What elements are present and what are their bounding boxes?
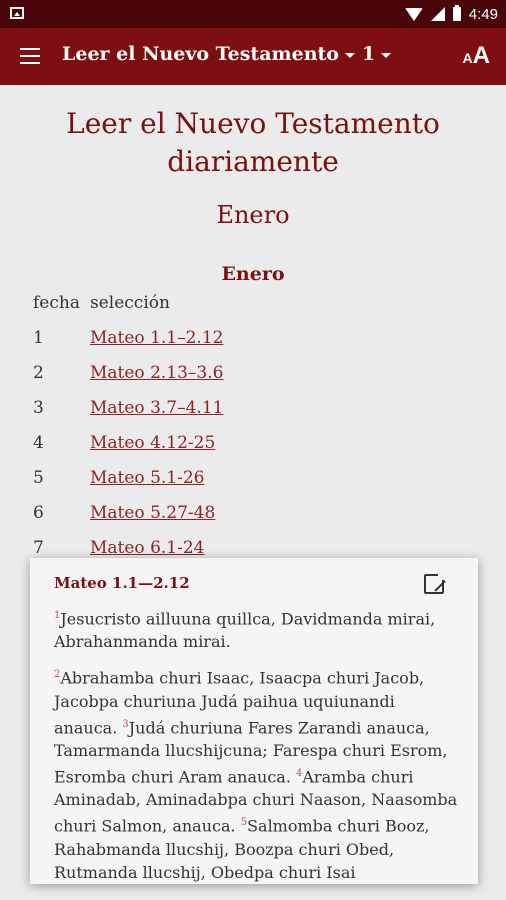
open-in-new-icon[interactable] xyxy=(424,574,444,594)
verse-paragraph: $^2$Abrahamba churi Isaac, Isaacpa churi Jacob, Jacobpa churiuna Judá paihua uquiunandi anauca. $^3$Judá churiuna Fares Zarandi anauca, Tamarmanda llucshijcuna; Farespa churi Esrom, Esromba churi Aram anauca. $^4$Aramba churi Aminadab, Aminadabpa churi Naason, Naasomba churi Salmon, anauca. $^5$Salmomba churi Booz, Rahabmanda llucshij, Boozpa churi Obed, Rutmanda llucshij, Obedpa churi Isai xyxy=(54,668,458,882)
table-row: 2 Mateo 2.13–3.6 xyxy=(33,363,224,383)
table-row: 4 Mateo 4.12-25 xyxy=(33,433,216,453)
verse-number: 3 xyxy=(122,718,129,730)
table-row: 7 Mateo 6.1-24 xyxy=(33,538,205,558)
chevron-down-icon xyxy=(381,53,391,58)
reading-link[interactable]: Mateo 2.13–3.6 xyxy=(90,363,224,383)
wifi-icon xyxy=(405,8,423,21)
menu-icon[interactable] xyxy=(20,48,40,64)
page-title: Leer el Nuevo Testamento diariamente xyxy=(66,107,440,178)
status-bar xyxy=(0,0,506,28)
status-icons xyxy=(405,0,498,28)
month-subheading: Enero xyxy=(221,263,285,285)
chapter-selector[interactable] xyxy=(362,43,391,65)
table-row: 3 Mateo 3.7–4.11 xyxy=(33,398,224,418)
signal-icon xyxy=(431,7,445,21)
chevron-down-icon xyxy=(345,53,355,58)
reading-link[interactable]: Mateo 5.27-48 xyxy=(90,503,216,523)
table-header xyxy=(33,293,223,328)
verse-number: 2 xyxy=(54,669,61,681)
content-area xyxy=(0,85,506,558)
col-date: fecha xyxy=(33,293,80,313)
verse-number: 4 xyxy=(296,767,303,779)
popup-text xyxy=(54,604,458,894)
verse-paragraph: $^1$Jesucristo ailluuna quillca, Davidmanda mirai, Abrahanmanda mirai. xyxy=(54,609,436,652)
reading-link[interactable]: Mateo 6.1-24 xyxy=(90,538,205,558)
popup-reference: Mateo 1.1—2.12 xyxy=(54,574,190,592)
table-row: 1 Mateo 1.1–2.12 xyxy=(33,328,224,348)
reading-link[interactable]: Mateo 4.12-25 xyxy=(90,433,216,453)
app-bar xyxy=(0,28,506,85)
reading-link[interactable]: Mateo 1.1–2.12 xyxy=(90,328,224,348)
verse-number: 1 xyxy=(54,610,61,621)
table-row: 5 Mateo 5.1-26 xyxy=(33,468,205,488)
book-title: Leer el Nuevo Testamento xyxy=(62,43,339,65)
verse-popup[interactable] xyxy=(30,558,478,884)
reading-link[interactable]: Mateo 5.1-26 xyxy=(90,468,205,488)
status-time: 4:49 xyxy=(468,5,498,23)
table-row: 6 Mateo 5.27-48 xyxy=(33,503,216,523)
text-size-icon[interactable]: AA xyxy=(462,42,490,69)
image-notification-icon xyxy=(10,7,24,19)
book-selector[interactable] xyxy=(62,43,355,65)
verse-number: 5 xyxy=(240,817,248,829)
chapter-number: 1 xyxy=(362,43,376,65)
reading-link[interactable]: Mateo 3.7–4.11 xyxy=(90,398,224,418)
readings-table xyxy=(33,293,223,573)
month-heading: Enero xyxy=(216,201,290,229)
battery-icon xyxy=(453,7,461,21)
col-selection: selección xyxy=(90,293,170,313)
